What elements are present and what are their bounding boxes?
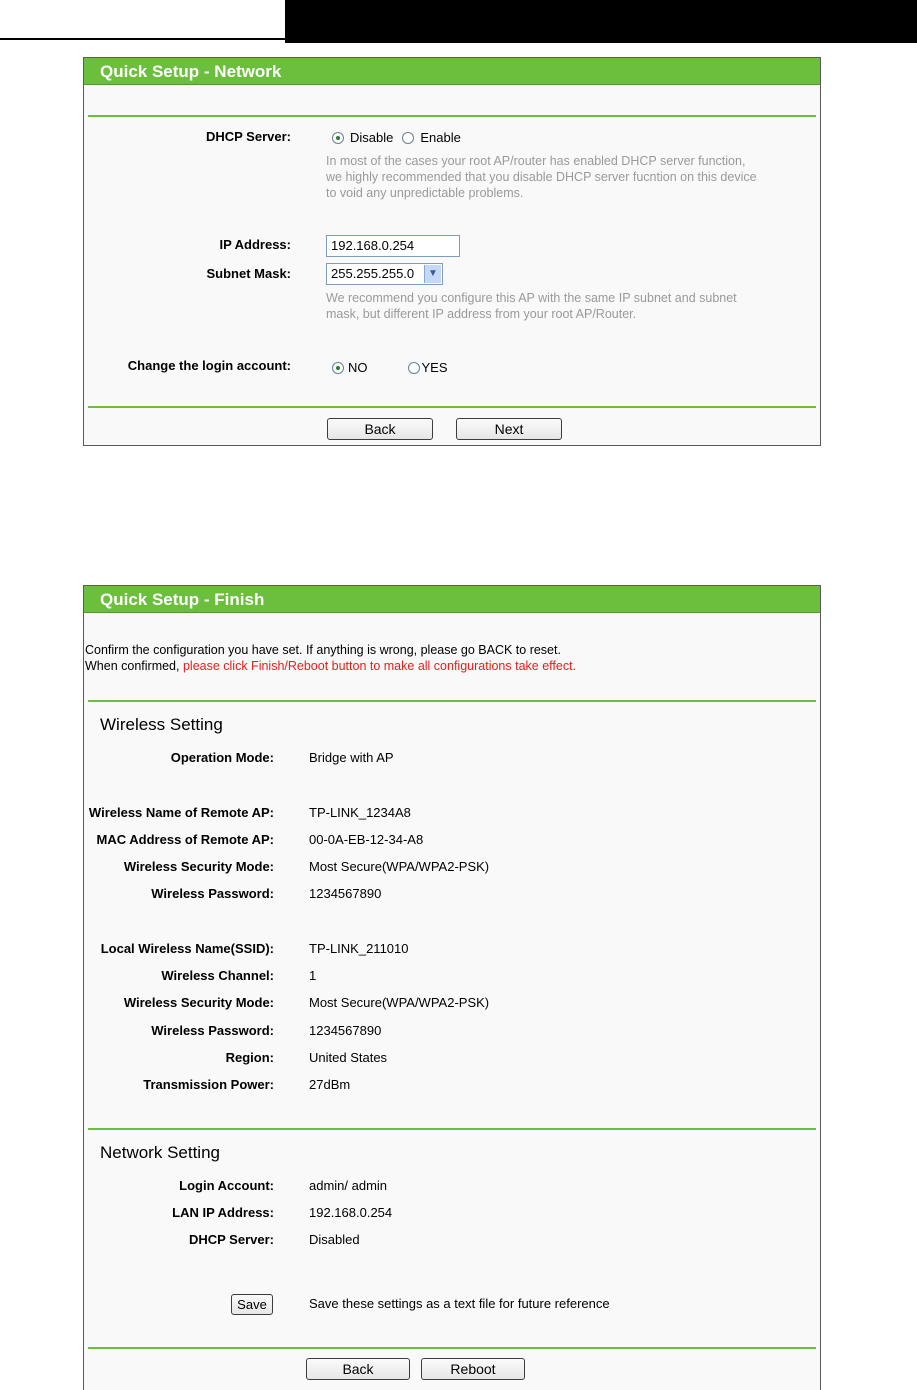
divider: [88, 700, 816, 702]
next-button[interactable]: Next: [456, 418, 562, 440]
login-account-radio-group: [332, 360, 448, 375]
lan-ip-value: 192.168.0.254: [309, 1205, 393, 1220]
local-security-mode-value: Most Secure(WPA/WPA2-PSK): [309, 995, 490, 1010]
confirm-line-2: When confirmed, please click Finish/Reboot button to make all configurations take effect.: [85, 659, 577, 673]
dhcp-disable-label: Disable: [350, 130, 394, 145]
remote-password-label: Wireless Password:: [151, 886, 274, 901]
local-security-mode-label: Wireless Security Mode:: [123, 995, 274, 1010]
divider: [88, 115, 816, 117]
transmission-power-value: 27dBm: [309, 1077, 351, 1092]
operation-mode-value: Bridge with AP: [309, 750, 394, 765]
dhcp-disable-radio[interactable]: [332, 132, 344, 144]
region-label: Region:: [225, 1050, 274, 1065]
remote-ap-name-label: Wireless Name of Remote AP:: [88, 805, 274, 820]
wireless-channel-value: 1: [309, 968, 317, 983]
divider: [88, 1128, 816, 1130]
login-no-radio[interactable]: [332, 362, 344, 374]
login-account-label: Change the login account:: [127, 358, 291, 373]
subnet-mask-value: 255.255.255.0: [331, 266, 415, 281]
local-password-value: 1234567890: [309, 1023, 382, 1038]
dhcp-server-label: DHCP Server:: [205, 129, 291, 144]
confirm-message: [85, 642, 576, 674]
divider: [88, 1347, 816, 1349]
login-account-label: Login Account:: [179, 1178, 274, 1193]
remote-security-mode-label: Wireless Security Mode:: [123, 859, 274, 874]
network-setting-title: Network Setting: [100, 1143, 220, 1162]
login-no-label: NO: [348, 360, 368, 375]
confirm-line-1: Confirm the configuration you have set. If anything is wrong, please go BACK to reset.: [85, 643, 561, 657]
remote-ap-mac-label: MAC Address of Remote AP:: [96, 832, 274, 847]
dhcp-server-radio-group: [332, 130, 461, 145]
save-button[interactable]: Save: [231, 1294, 273, 1315]
local-ssid-value: TP-LINK_211010: [309, 941, 409, 956]
subnet-hint: We recommend you configure this AP with the same IP subnet and subnet mask, but different IP address from your root AP/Router.: [326, 291, 737, 321]
login-yes-label: YES: [421, 360, 448, 375]
region-value: United States: [309, 1050, 388, 1065]
subnet-mask-select[interactable]: [326, 263, 443, 285]
back-button[interactable]: Back: [306, 1358, 410, 1380]
ip-address-input[interactable]: 192.168.0.254: [326, 235, 460, 257]
local-password-label: Wireless Password:: [151, 1023, 274, 1038]
dhcp-enable-label: Enable: [420, 130, 461, 145]
ip-address-label: IP Address:: [219, 237, 291, 252]
dhcp-hint: In most of the cases your root AP/router has enabled DHCP server function, we highly recommended that you disable DHCP server fucntion on this device to void any unpredictable problems.: [326, 154, 757, 200]
login-account-value: admin/ admin: [309, 1178, 388, 1193]
local-ssid-label: Local Wireless Name(SSID):: [100, 941, 274, 956]
chevron-down-icon[interactable]: ▼: [424, 265, 441, 283]
panel-title: Quick Setup - Network: [84, 58, 820, 85]
quick-setup-network-panel: [83, 57, 821, 446]
reboot-button[interactable]: Reboot: [421, 1358, 525, 1380]
lan-ip-label: LAN IP Address:: [172, 1205, 274, 1220]
remote-ap-mac-value: 00-0A-EB-12-34-A8: [309, 832, 424, 847]
divider: [88, 406, 816, 408]
login-yes-radio[interactable]: [408, 362, 420, 374]
remote-ap-name-value: TP-LINK_1234A8: [309, 805, 411, 820]
remote-security-mode-value: Most Secure(WPA/WPA2-PSK): [309, 859, 490, 874]
dhcp-status-label: DHCP Server:: [188, 1232, 274, 1247]
confirm-highlight: please click Finish/Reboot button to make all configurations take effect.: [182, 659, 577, 673]
dhcp-enable-radio[interactable]: [402, 132, 414, 144]
header-left: [0, 0, 285, 40]
back-button[interactable]: Back: [327, 418, 433, 440]
operation-mode-label: Operation Mode:: [170, 750, 274, 765]
quick-setup-finish-panel: [83, 585, 821, 1390]
dhcp-status-value: Disabled: [309, 1232, 360, 1247]
wireless-setting-title: Wireless Setting: [100, 715, 223, 734]
subnet-mask-label: Subnet Mask:: [206, 266, 291, 281]
header-bar: [285, 0, 917, 43]
transmission-power-label: Transmission Power:: [143, 1077, 274, 1092]
panel-title: Quick Setup - Finish: [84, 586, 820, 613]
remote-password-value: 1234567890: [309, 886, 382, 901]
wireless-channel-label: Wireless Channel:: [161, 968, 274, 983]
save-description: Save these settings as a text file for future reference: [309, 1296, 610, 1311]
